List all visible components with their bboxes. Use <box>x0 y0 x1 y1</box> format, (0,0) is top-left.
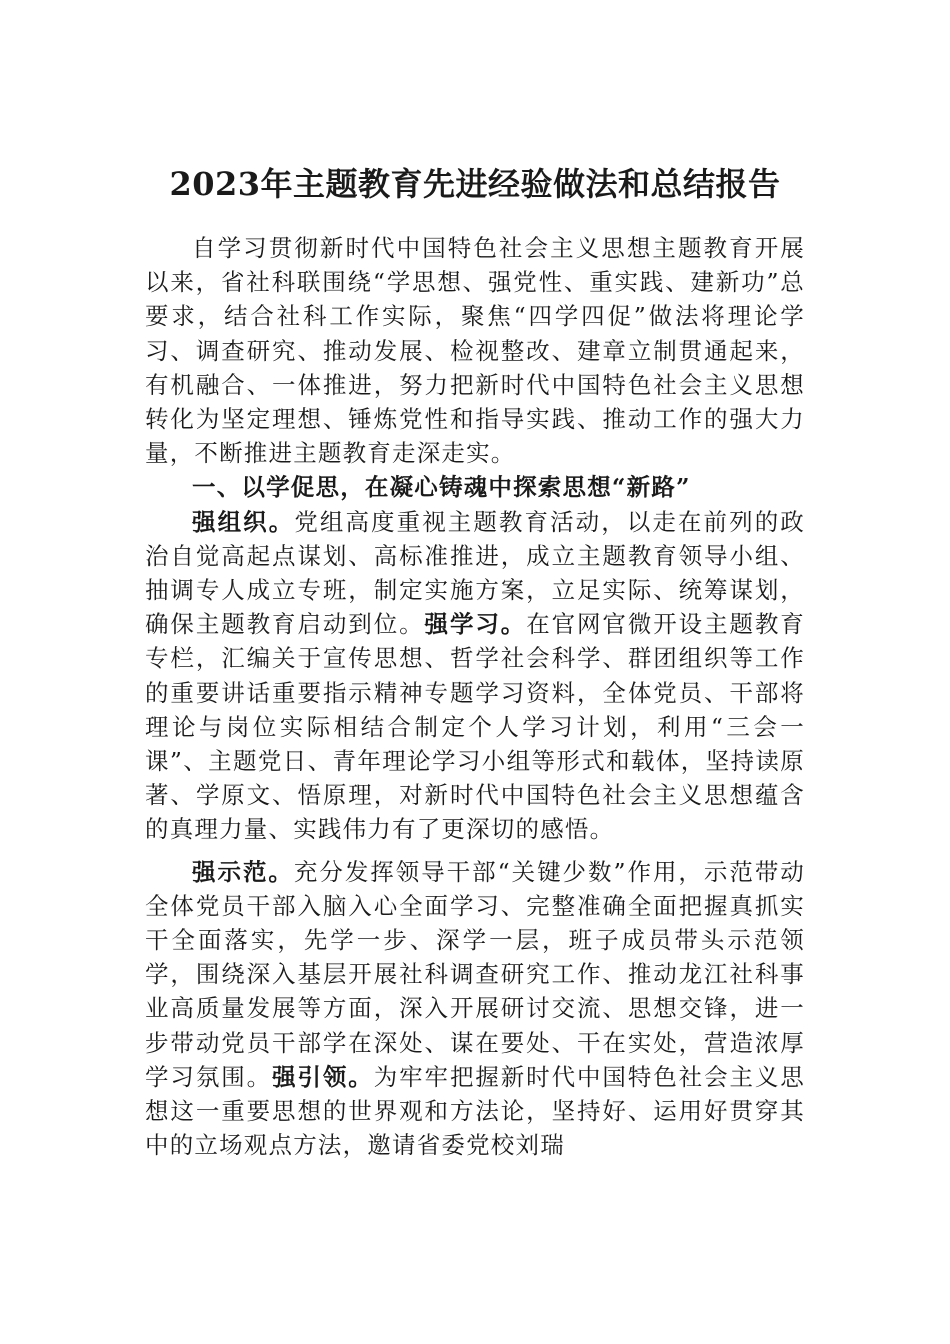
paragraph-text: 为牢牢把握新时代中国特色社会主义思想这一重要思想的世界观和方法论，坚持好、运用好贯穿其中的立场观点方法，邀请省委党校刘瑞 <box>145 1062 805 1160</box>
section-heading: 一、以学促思，在凝心铸魂中探索思想“新路” <box>192 473 691 502</box>
paragraph-spacer <box>145 847 805 855</box>
paragraph-text: 党组高度重视主题教育活动，以走在前列的政治自觉高起点谋划、高标准推进，成立主题教育领导小组、抽调专人成立专班，制定实施方案，立足实际、统筹谋划，确保主题教育启动到位。 <box>145 507 805 639</box>
paragraph-demonstrate-lead <box>145 855 805 1163</box>
lead-strengthen-demonstration: 强示范。 <box>192 857 294 886</box>
lead-strengthen-organization: 强组织。 <box>192 507 295 536</box>
document-body <box>145 231 805 1162</box>
paragraph-organize-study <box>145 505 805 847</box>
paragraph-text: 充分发挥领导干部“关键少数”作用，示范带动全体党员干部入脑入心全面学习、完整准确全面把握真抓实干全面落实，先学一步、深学一层，班子成员带头示范领学，围绕深入基层开展社科调查研究工作、推动龙江社科事业高质量发展等方面，深入开展研讨交流、思想交锋，进一步带动党员干部学在深处、谋在要处、干在实处，营造浓厚学习氛围。 <box>145 857 805 1091</box>
document-title: 2023年主题教育先进经验做法和总结报告 <box>169 165 781 203</box>
paragraph-text: 在官网官微开设主题教育专栏，汇编关于宣传思想、哲学社会科学、群团组织等工作的重要讲话重要指示精神专题学习资料，全体党员、干部将理论与岗位实际相结合制定个人学习计划，利用“三会一课”、主题党日、青年理论学习小组等形式和载体，坚持读原著、学原文、悟原理，对新时代中国特色社会主义思想蕴含的真理力量、实践伟力有了更深切的感悟。 <box>145 610 805 844</box>
lead-strengthen-guidance: 强引领。 <box>272 1062 374 1091</box>
lead-strengthen-study: 强学习。 <box>424 610 527 639</box>
intro-paragraph: 自学习贯彻新时代中国特色社会主义思想主题教育开展以来，省社科联围绕“学思想、强党性、重实践、建新功”总要求，结合社科工作实际，聚焦“四学四促”做法将理论学习、调查研究、推动发展、检视整改、建章立制贯通起来，有机融合、一体推进，努力把新时代中国特色社会主义思想转化为坚定理想、锤炼党性和指导实践、推动工作的强大力量，不断推进主题教育走深走实。 <box>145 234 805 468</box>
